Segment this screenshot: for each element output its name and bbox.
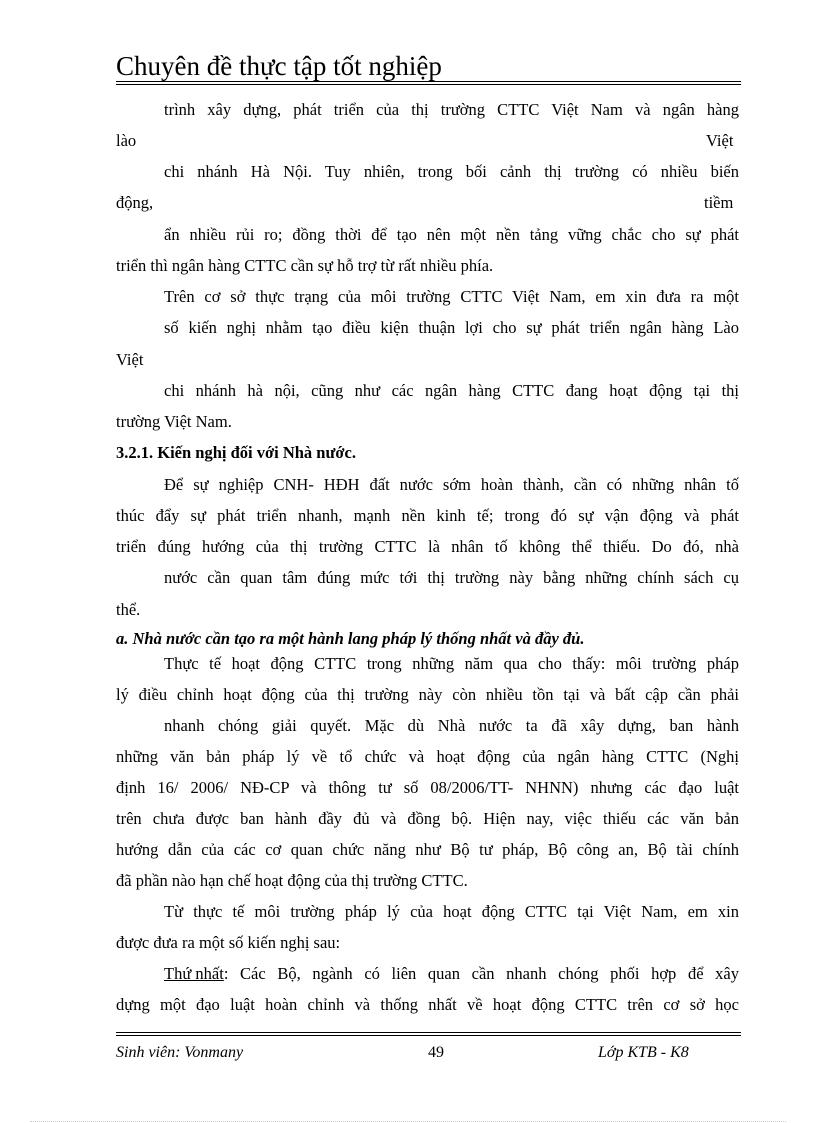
text-line: ẩn nhiều rủi ro; đồng thời để tạo nên một nền tảng vững chắc cho sự phát [164, 225, 739, 244]
text-line: nhanh chóng giải quyết. Mặc dù Nhà nước ta đã xây dựng, ban hành [164, 716, 739, 735]
text-line: định 16/ 2006/ NĐ-CP và thông tư số 08/2006/TT- NHNN) nhưng các đạo luật [116, 778, 739, 797]
text-line: dựng một đạo luật hoàn chỉnh và thống nhất về hoạt động CTTC trên cơ sở học [116, 995, 739, 1014]
emphasis-label: Thứ nhất [164, 964, 224, 983]
text-line: Thực tế hoạt động CTTC trong những năm qua cho thấy: môi trường pháp [164, 654, 739, 673]
text-line: động, [116, 193, 154, 212]
text-line: triển đúng hướng của thị trường CTTC là nhân tố không thể thiếu. Do đó, nhà [116, 537, 739, 556]
text-line: đã phần nào hạn chế hoạt động của thị trường CTTC. [116, 871, 468, 890]
text-span: : Các Bộ, ngành có liên quan cần nhanh chóng phối hợp để xây [223, 964, 739, 983]
footer-student: Sinh viên: Vonmany [116, 1044, 244, 1061]
header-title: Chuyên đề thực tập tốt nghiệp [116, 51, 442, 81]
text-line: Từ thực tế môi trường pháp lý của hoạt động CTTC tại Việt Nam, em xin [164, 902, 739, 921]
text-line: chi nhánh hà nội, cũng như các ngân hàng CTTC đang hoạt động tại thị [164, 381, 739, 400]
footer-rule-top [116, 1032, 741, 1033]
text-line: Để sự nghiệp CNH- HĐH đất nước sớm hoàn thành, cần có những nhân tố [164, 475, 739, 494]
text-line: triển thì ngân hàng CTTC cần sự hỗ trợ từ rất nhiều phía. [116, 256, 494, 275]
text-line: nước cần quan tâm đúng mức tới thị trường này bằng những chính sách cụ [164, 568, 739, 587]
text-line: thể. [116, 600, 141, 619]
page-edge-divider [30, 1121, 786, 1122]
footer-rule-bottom [116, 1035, 741, 1036]
text-line: hướng dẫn của các cơ quan chức năng như Bộ tư pháp, Bộ công an, Bộ tài chính [116, 840, 739, 859]
header-rule-bottom [116, 84, 741, 85]
text-line: Việt [706, 131, 734, 150]
text-line: lào [116, 131, 137, 150]
section-heading: 3.2.1. Kiến nghị đối với Nhà nước. [116, 443, 356, 462]
subsection-heading: a. Nhà nước cần tạo ra một hành lang pháp lý thống nhất và đầy đủ. [116, 629, 585, 648]
footer-class: Lớp KTB - K8 [598, 1044, 689, 1061]
text-line: trường Việt Nam. [116, 412, 232, 431]
text-line: Việt [116, 350, 144, 369]
text-line: thúc đẩy sự phát triển nhanh, mạnh nền kinh tế; trong đó sự vận động và phát [116, 506, 739, 525]
text-line: những văn bản pháp lý về tổ chức và hoạt động của ngân hàng CTTC (Nghị [116, 747, 739, 766]
text-line: tiềm [704, 193, 734, 212]
text-line: trên chưa được ban hành đầy đủ và đồng bộ. Hiện nay, việc thiếu các văn bản [116, 809, 739, 828]
text-line: chi nhánh Hà Nội. Tuy nhiên, trong bối cảnh thị trường có nhiều biến [164, 162, 739, 181]
text-line: lý điều chỉnh hoạt động của thị trường này còn nhiều tồn tại và bất cập cần phải [116, 685, 739, 704]
text-line: Trên cơ sở thực trạng của môi trường CTTC Việt Nam, em xin đưa ra một [164, 287, 739, 306]
text-line: trình xây dựng, phát triển của thị trường CTTC Việt Nam và ngân hàng [164, 100, 739, 119]
page-number: 49 [428, 1044, 444, 1061]
text-line: số kiến nghị nhằm tạo điều kiện thuận lợi cho sự phát triển ngân hàng Lào [164, 318, 739, 337]
header-rule-top [116, 81, 741, 82]
text-line: được đưa ra một số kiến nghị sau: [116, 933, 341, 952]
text-line [164, 964, 739, 984]
